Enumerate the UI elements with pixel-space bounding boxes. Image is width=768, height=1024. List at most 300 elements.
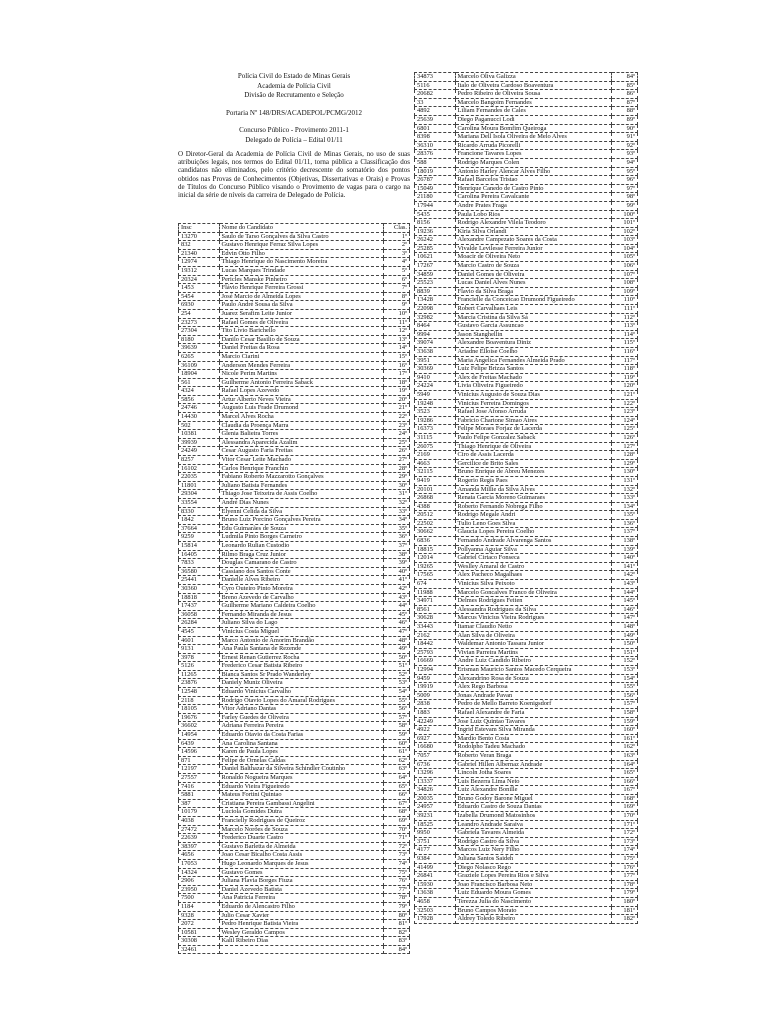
cell-nome: Tulio Leno Goes Silva	[455, 519, 612, 528]
cell-nome: Ariadne Elloise Coelho	[455, 348, 612, 357]
cell-insc: 11265	[179, 670, 220, 679]
cell-nome: Francione Tavares Lopes	[455, 150, 612, 159]
cell-clas: 180º	[612, 898, 638, 907]
cell-clas: 13º	[384, 335, 410, 344]
table-row	[415, 390, 638, 399]
cell-nome: Diego Paganucci Lodi	[455, 115, 612, 124]
cell-clas: 157º	[612, 700, 638, 709]
table-row	[179, 756, 410, 765]
cell-insc: 42249	[415, 717, 456, 726]
cell-clas: 28º	[384, 464, 410, 473]
document-header	[180, 72, 408, 146]
table-row	[179, 533, 410, 542]
cell-insc: 17053	[179, 859, 220, 868]
cell-nome: Thiago Jose Teixeira de Assis Coelho	[219, 490, 383, 499]
cell-insc: 18818	[179, 593, 220, 602]
cell-insc: 5126	[179, 662, 220, 671]
cell-insc: 34826	[415, 786, 456, 795]
table-row	[179, 507, 410, 516]
cell-insc: 387	[179, 799, 220, 808]
cell-clas: 51º	[384, 662, 410, 671]
table-row	[415, 227, 638, 236]
cell-clas: 125º	[612, 425, 638, 434]
cell-insc: 26868	[415, 494, 456, 503]
table-row	[415, 262, 638, 271]
cell-clas: 58º	[384, 722, 410, 731]
cell-clas: 54º	[384, 688, 410, 697]
cell-clas: 84º	[384, 945, 410, 954]
cell-nome: Marcos Luiz Nery Filho	[455, 846, 612, 855]
cell-nome: Rafael Jose Afonso Arruda	[455, 408, 612, 417]
cell-insc: 4922	[415, 726, 456, 735]
cell-nome: Alexandre Campezato Soares da Costa	[455, 236, 612, 245]
cell-insc: 19236	[415, 227, 456, 236]
table-row	[179, 249, 410, 258]
table-row	[415, 631, 638, 640]
cell-clas: 57º	[384, 713, 410, 722]
table-row	[179, 275, 410, 284]
cell-clas: 174º	[612, 846, 638, 855]
table-row	[179, 516, 410, 525]
cell-insc: 18815	[415, 545, 456, 554]
cell-clas: 149º	[612, 631, 638, 640]
cell-insc: 20035	[415, 794, 456, 803]
cell-nome: Gercilice de Brito Sales	[455, 459, 612, 468]
cell-clas: 26º	[384, 447, 410, 456]
table-row	[415, 872, 638, 881]
cell-nome: Delmes Rodrigues Feiten	[455, 597, 612, 606]
cell-insc: 24746	[179, 404, 220, 413]
cell-insc: 25523	[415, 279, 456, 288]
table-row	[415, 906, 638, 915]
table-row	[179, 438, 410, 447]
cell-clas: 75º	[384, 868, 410, 877]
cell-clas: 73º	[384, 851, 410, 860]
cell-clas: 151º	[612, 648, 638, 657]
cell-insc: 34859	[415, 270, 456, 279]
cell-insc: 13638	[415, 889, 456, 898]
cell-insc: 9950	[415, 829, 456, 838]
cell-insc: 25639	[415, 115, 456, 124]
cell-nome: Pedro Henrique Batista Vieira	[219, 920, 383, 929]
cell-clas: 17º	[384, 370, 410, 379]
cell-clas: 2º	[384, 241, 410, 250]
table-row	[415, 623, 638, 632]
table-row	[179, 361, 410, 370]
cell-nome: Daniel Azevedo Batista	[219, 885, 383, 894]
cell-clas: 47º	[384, 627, 410, 636]
cell-insc: 33638	[415, 348, 456, 357]
cell-insc: 13428	[415, 296, 456, 305]
cell-insc: 11988	[415, 588, 456, 597]
cell-nome: Rogerio Regis Paes	[455, 476, 612, 485]
cell-clas: 72º	[384, 842, 410, 851]
cell-clas: 136º	[612, 519, 638, 528]
table-row	[415, 683, 638, 692]
cell-nome: Aldrey Toledo Ribeiro	[455, 915, 612, 924]
cell-insc: 588	[415, 158, 456, 167]
cell-nome: Carolina Moura Bomfim Queiroga	[455, 124, 612, 133]
cell-nome: Juliano Batista Fernandes	[219, 481, 383, 490]
cell-insc: 32461	[179, 945, 220, 954]
cell-clas: 109º	[612, 287, 638, 296]
table-row	[415, 889, 638, 898]
cell-nome: Juliano Silva do Lago	[219, 619, 383, 628]
cell-clas: 178º	[612, 880, 638, 889]
cell-clas: 59º	[384, 731, 410, 740]
cell-clas: 167º	[612, 786, 638, 795]
cell-nome: Gustavo Gomes	[219, 868, 383, 877]
insc-header: Insc	[179, 224, 220, 233]
table-row	[179, 541, 410, 550]
table-row	[179, 447, 410, 456]
table-row	[179, 567, 410, 576]
cell-insc: 36109	[179, 361, 220, 370]
cell-insc: 21340	[179, 249, 220, 258]
table-row	[415, 373, 638, 382]
table-row	[179, 748, 410, 757]
cell-clas: 49º	[384, 645, 410, 654]
cell-clas: 131º	[612, 476, 638, 485]
cell-nome: Luiz Alexandre Bonille	[455, 786, 612, 795]
cell-insc: 23950	[179, 885, 220, 894]
table-row	[415, 708, 638, 717]
cell-insc: 27304	[179, 327, 220, 336]
table-row	[179, 576, 410, 585]
cell-nome: Alessandra Rodrigues da Silva	[455, 605, 612, 614]
cell-insc: 5009	[415, 691, 456, 700]
cell-clas: 143º	[612, 580, 638, 589]
cell-nome: Francielle da Conceicao Drumond Figueiredo	[455, 296, 612, 305]
table-row	[179, 920, 410, 929]
cell-insc: 8330	[179, 507, 220, 516]
cell-clas: 80º	[384, 911, 410, 920]
cell-insc: 19676	[179, 713, 220, 722]
table-row	[415, 743, 638, 752]
cell-nome: Gustavo Henrique Ferraz Silva Lopes	[219, 241, 383, 250]
cell-nome: Elyenni Celida da Silva	[219, 507, 383, 516]
cell-nome: Cristiana Pereira Gambassi Angelini	[219, 799, 383, 808]
cell-clas: 92º	[612, 141, 638, 150]
cell-nome: Rafael Alexandre de Faria	[455, 708, 612, 717]
cell-insc: 1842	[179, 516, 220, 525]
cell-clas: 88º	[612, 107, 638, 116]
clas-header: Clas.	[384, 224, 410, 233]
cell-clas: 6º	[384, 275, 410, 284]
cell-nome: Kalil Ribeiro Dias	[219, 937, 383, 946]
cell-nome: Paulo André Sousa da Silva	[219, 301, 383, 310]
table-row	[179, 413, 410, 422]
table-row	[179, 670, 410, 679]
cell-nome: Francielly Rodrigues de Queiroz	[219, 816, 383, 825]
cell-nome: Gabriel Hillen Albernaz Andrade	[455, 760, 612, 769]
cell-nome: José Marcio de Almeida Lopes	[219, 292, 383, 301]
cell-nome: Flavio da Silva Braga	[455, 287, 612, 296]
cell-clas: 32º	[384, 499, 410, 508]
table-row	[415, 115, 638, 124]
cell-nome: Paula Lobo Rios	[455, 210, 612, 219]
ranking-table-right	[414, 72, 638, 924]
cell-insc: 9410	[415, 373, 456, 382]
cell-insc: 8464	[415, 322, 456, 331]
cell-insc: 7416	[179, 782, 220, 791]
cell-insc: 16405	[179, 550, 220, 559]
table-row	[415, 502, 638, 511]
table-row	[415, 253, 638, 262]
cell-clas: 61º	[384, 748, 410, 757]
cell-nome: Daniely Muniz Oliveira	[219, 679, 383, 688]
cell-insc: 28376	[415, 150, 456, 159]
cell-nome: Felipe Moraes Forjaz de Lacerda	[455, 425, 612, 434]
cell-clas: 169º	[612, 803, 638, 812]
table-row	[415, 700, 638, 709]
cell-clas: 94º	[612, 158, 638, 167]
table-row	[415, 657, 638, 666]
cell-clas: 36º	[384, 533, 410, 542]
cell-clas: 116º	[612, 348, 638, 357]
cell-insc: 36058	[179, 610, 220, 619]
cell-clas: 171º	[612, 820, 638, 829]
cell-insc: 21180	[415, 193, 456, 202]
cell-clas: 67º	[384, 799, 410, 808]
cell-nome: Leonardo Rulian Custodio	[219, 541, 383, 550]
cell-nome: Waldemar Antonio Tassara Junior	[455, 640, 612, 649]
cell-clas: 101º	[612, 219, 638, 228]
cell-insc: 30369	[415, 365, 456, 374]
cell-clas: 132º	[612, 485, 638, 494]
cell-nome: Ana Carolina Santana	[219, 739, 383, 748]
table-row	[179, 799, 410, 808]
cell-nome: Vinicius Costa Miguel	[219, 627, 383, 636]
cell-clas: 148º	[612, 623, 638, 632]
cell-clas: 99º	[612, 201, 638, 210]
cell-clas: 117º	[612, 356, 638, 365]
cell-clas: 141º	[612, 562, 638, 571]
cell-clas: 126º	[612, 433, 638, 442]
table-row	[415, 219, 638, 228]
table-row	[415, 820, 638, 829]
cell-insc: 11801	[179, 481, 220, 490]
cell-nome: Kiria Silva Orlandi	[455, 227, 612, 236]
table-row	[179, 301, 410, 310]
cell-nome: Eduardo Otavio da Costa Farias	[219, 731, 383, 740]
table-row	[179, 928, 410, 937]
table-row	[179, 662, 410, 671]
cell-clas: 98º	[612, 193, 638, 202]
cell-nome: Adriana Ferreira Pereira	[219, 722, 383, 731]
cell-insc: 832	[179, 241, 220, 250]
cell-nome: Erisman Mauricio Santos Macedo Cerqueira	[455, 665, 612, 674]
cell-insc: 26075	[415, 442, 456, 451]
cell-clas: 166º	[612, 777, 638, 786]
cell-clas: 146º	[612, 605, 638, 614]
cell-nome: Andre Prates Fraga	[455, 201, 612, 210]
cell-insc: 6265	[179, 352, 220, 361]
cell-clas: 164º	[612, 760, 638, 769]
cell-insc: 19248	[415, 399, 456, 408]
table-row	[179, 902, 410, 911]
cell-nome: Ciro de Assis Lacerda	[455, 451, 612, 460]
table-row	[179, 859, 410, 868]
cell-nome: Luciola Gomides Dutra	[219, 808, 383, 817]
table-row	[179, 318, 410, 327]
cell-insc: 5949	[415, 390, 456, 399]
cell-clas: 41º	[384, 576, 410, 585]
cell-nome: Gustavo Barletta de Almeida	[219, 842, 383, 851]
table-row	[415, 640, 638, 649]
table-row	[415, 451, 638, 460]
cell-insc: 10381	[179, 430, 220, 439]
cell-nome: Thiago Henrique do Nascimento Moreira	[219, 258, 383, 267]
cell-clas: 114º	[612, 330, 638, 339]
cell-nome: Mardio Bento Costa	[455, 734, 612, 743]
cell-insc: 39074	[415, 339, 456, 348]
cell-nome: Rodrigo Castro da Silva	[455, 837, 612, 846]
cell-clas: 177º	[612, 872, 638, 881]
cell-nome: Lucas Marques Trindade	[219, 266, 383, 275]
cell-nome: Fernando Andrade Alvarenga Santos	[455, 537, 612, 546]
cell-clas: 8º	[384, 292, 410, 301]
cell-nome: Vinicius Ferreira Domingos	[455, 399, 612, 408]
cell-clas: 163º	[612, 751, 638, 760]
cell-clas: 179º	[612, 889, 638, 898]
cell-nome: Claudia da Proença Marra	[219, 421, 383, 430]
cell-clas: 154º	[612, 674, 638, 683]
cell-clas: 100º	[612, 210, 638, 219]
cell-nome: Fernando Miranda de Jesus	[219, 610, 383, 619]
cell-nome: Joao Cesar Bicalho Costa Assis	[219, 851, 383, 860]
table-row	[179, 816, 410, 825]
cell-nome: Alessandra Aparecida Azalim	[219, 438, 383, 447]
cell-insc: 17437	[179, 602, 220, 611]
cell-clas: 38º	[384, 550, 410, 559]
cell-nome: Marcelo Goncalves Franco de Oliveira	[455, 588, 612, 597]
table-row	[415, 322, 638, 331]
cell-clas: 153º	[612, 665, 638, 674]
cell-insc: 674	[415, 580, 456, 589]
cell-clas: 129º	[612, 459, 638, 468]
table-row	[415, 769, 638, 778]
cell-clas: 107º	[612, 270, 638, 279]
cell-insc: 26242	[415, 236, 456, 245]
cell-nome: Luis Bezerra Lima Neto	[455, 777, 612, 786]
cell-nome: Gabriel Cirtaco Fonseca	[455, 554, 612, 563]
cell-nome: Marcio Ciarini	[219, 352, 383, 361]
cell-insc: 7833	[179, 559, 220, 568]
cell-clas: 96º	[612, 176, 638, 185]
cell-clas: 102º	[612, 227, 638, 236]
cell-nome: Marcel Alves Rocha	[219, 413, 383, 422]
table-row	[415, 399, 638, 408]
cell-nome: Douglas Camarano de Castro	[219, 559, 383, 568]
cell-nome	[219, 945, 383, 954]
cell-clas: 25º	[384, 438, 410, 447]
cell-nome: Lucas Daniel Alves Nunes	[455, 279, 612, 288]
cell-insc: 22502	[415, 519, 456, 528]
cell-nome: Danielle Alves Ribeiro	[219, 576, 383, 585]
cell-insc: 14324	[179, 868, 220, 877]
table-row	[179, 610, 410, 619]
cell-clas: 124º	[612, 416, 638, 425]
cell-nome: Rodrigo Megale Andri	[455, 511, 612, 520]
table-row	[179, 387, 410, 396]
cell-insc: 5435	[415, 210, 456, 219]
cell-clas: 95º	[612, 167, 638, 176]
cell-clas: 112º	[612, 313, 638, 322]
table-row	[415, 476, 638, 485]
cell-insc: 24957	[415, 803, 456, 812]
table-row	[179, 713, 410, 722]
cell-clas: 82º	[384, 928, 410, 937]
cell-clas: 48º	[384, 636, 410, 645]
cell-nome: Renata Garcia Moreno Guimaraes	[455, 494, 612, 503]
table-row	[179, 481, 410, 490]
table-row	[179, 739, 410, 748]
cell-clas: 63º	[384, 765, 410, 774]
table-row	[415, 81, 638, 90]
cell-nome: Rafael Gomes de Oliveira	[219, 318, 383, 327]
cell-insc: 8156	[415, 219, 456, 228]
cell-insc: 25441	[179, 576, 220, 585]
cell-insc: 10581	[179, 928, 220, 937]
cell-insc: 26284	[179, 619, 220, 628]
table-row	[179, 842, 410, 851]
cell-insc: 39231	[415, 812, 456, 821]
table-row	[415, 296, 638, 305]
cell-insc: 3751	[415, 837, 456, 846]
cell-insc: 1883	[415, 708, 456, 717]
table-row	[415, 880, 638, 889]
table-row	[415, 167, 638, 176]
table-row	[179, 464, 410, 473]
cell-insc: 27472	[179, 825, 220, 834]
cell-clas: 133º	[612, 494, 638, 503]
table-row	[179, 627, 410, 636]
cell-nome: Mateus Fortini Quintao	[219, 791, 383, 800]
table-row	[415, 528, 638, 537]
cell-clas: 120º	[612, 382, 638, 391]
cell-insc: 14596	[179, 748, 220, 757]
cell-insc: 8561	[415, 605, 456, 614]
cell-insc: 39639	[179, 344, 220, 353]
cell-clas: 1º	[384, 232, 410, 241]
table-row	[415, 777, 638, 786]
table-row	[415, 459, 638, 468]
table-row	[179, 352, 410, 361]
cell-clas: 7º	[384, 284, 410, 293]
cell-nome: Bianca Santos Sr Prado Wanderley	[219, 670, 383, 679]
cell-insc: 9131	[179, 645, 220, 654]
cell-nome: Marcus Vinicius Vieira Rodrigues	[455, 614, 612, 623]
cell-clas: 108º	[612, 279, 638, 288]
table-row	[415, 571, 638, 580]
cell-insc: 16373	[415, 425, 456, 434]
cell-nome: André Dias Nunes	[219, 499, 383, 508]
cell-insc: 14430	[179, 413, 220, 422]
cell-insc: 4545	[179, 627, 220, 636]
table-row	[179, 524, 410, 533]
cell-nome: Roberto Veran Braga	[455, 751, 612, 760]
table-row	[179, 834, 410, 843]
table-row	[415, 846, 638, 855]
cell-insc: 19312	[179, 266, 220, 275]
table-row	[179, 877, 410, 886]
table-row	[415, 107, 638, 116]
cell-clas: 152º	[612, 657, 638, 666]
cell-clas: 175º	[612, 855, 638, 864]
cell-clas: 14º	[384, 344, 410, 353]
cell-insc: 13337	[415, 777, 456, 786]
